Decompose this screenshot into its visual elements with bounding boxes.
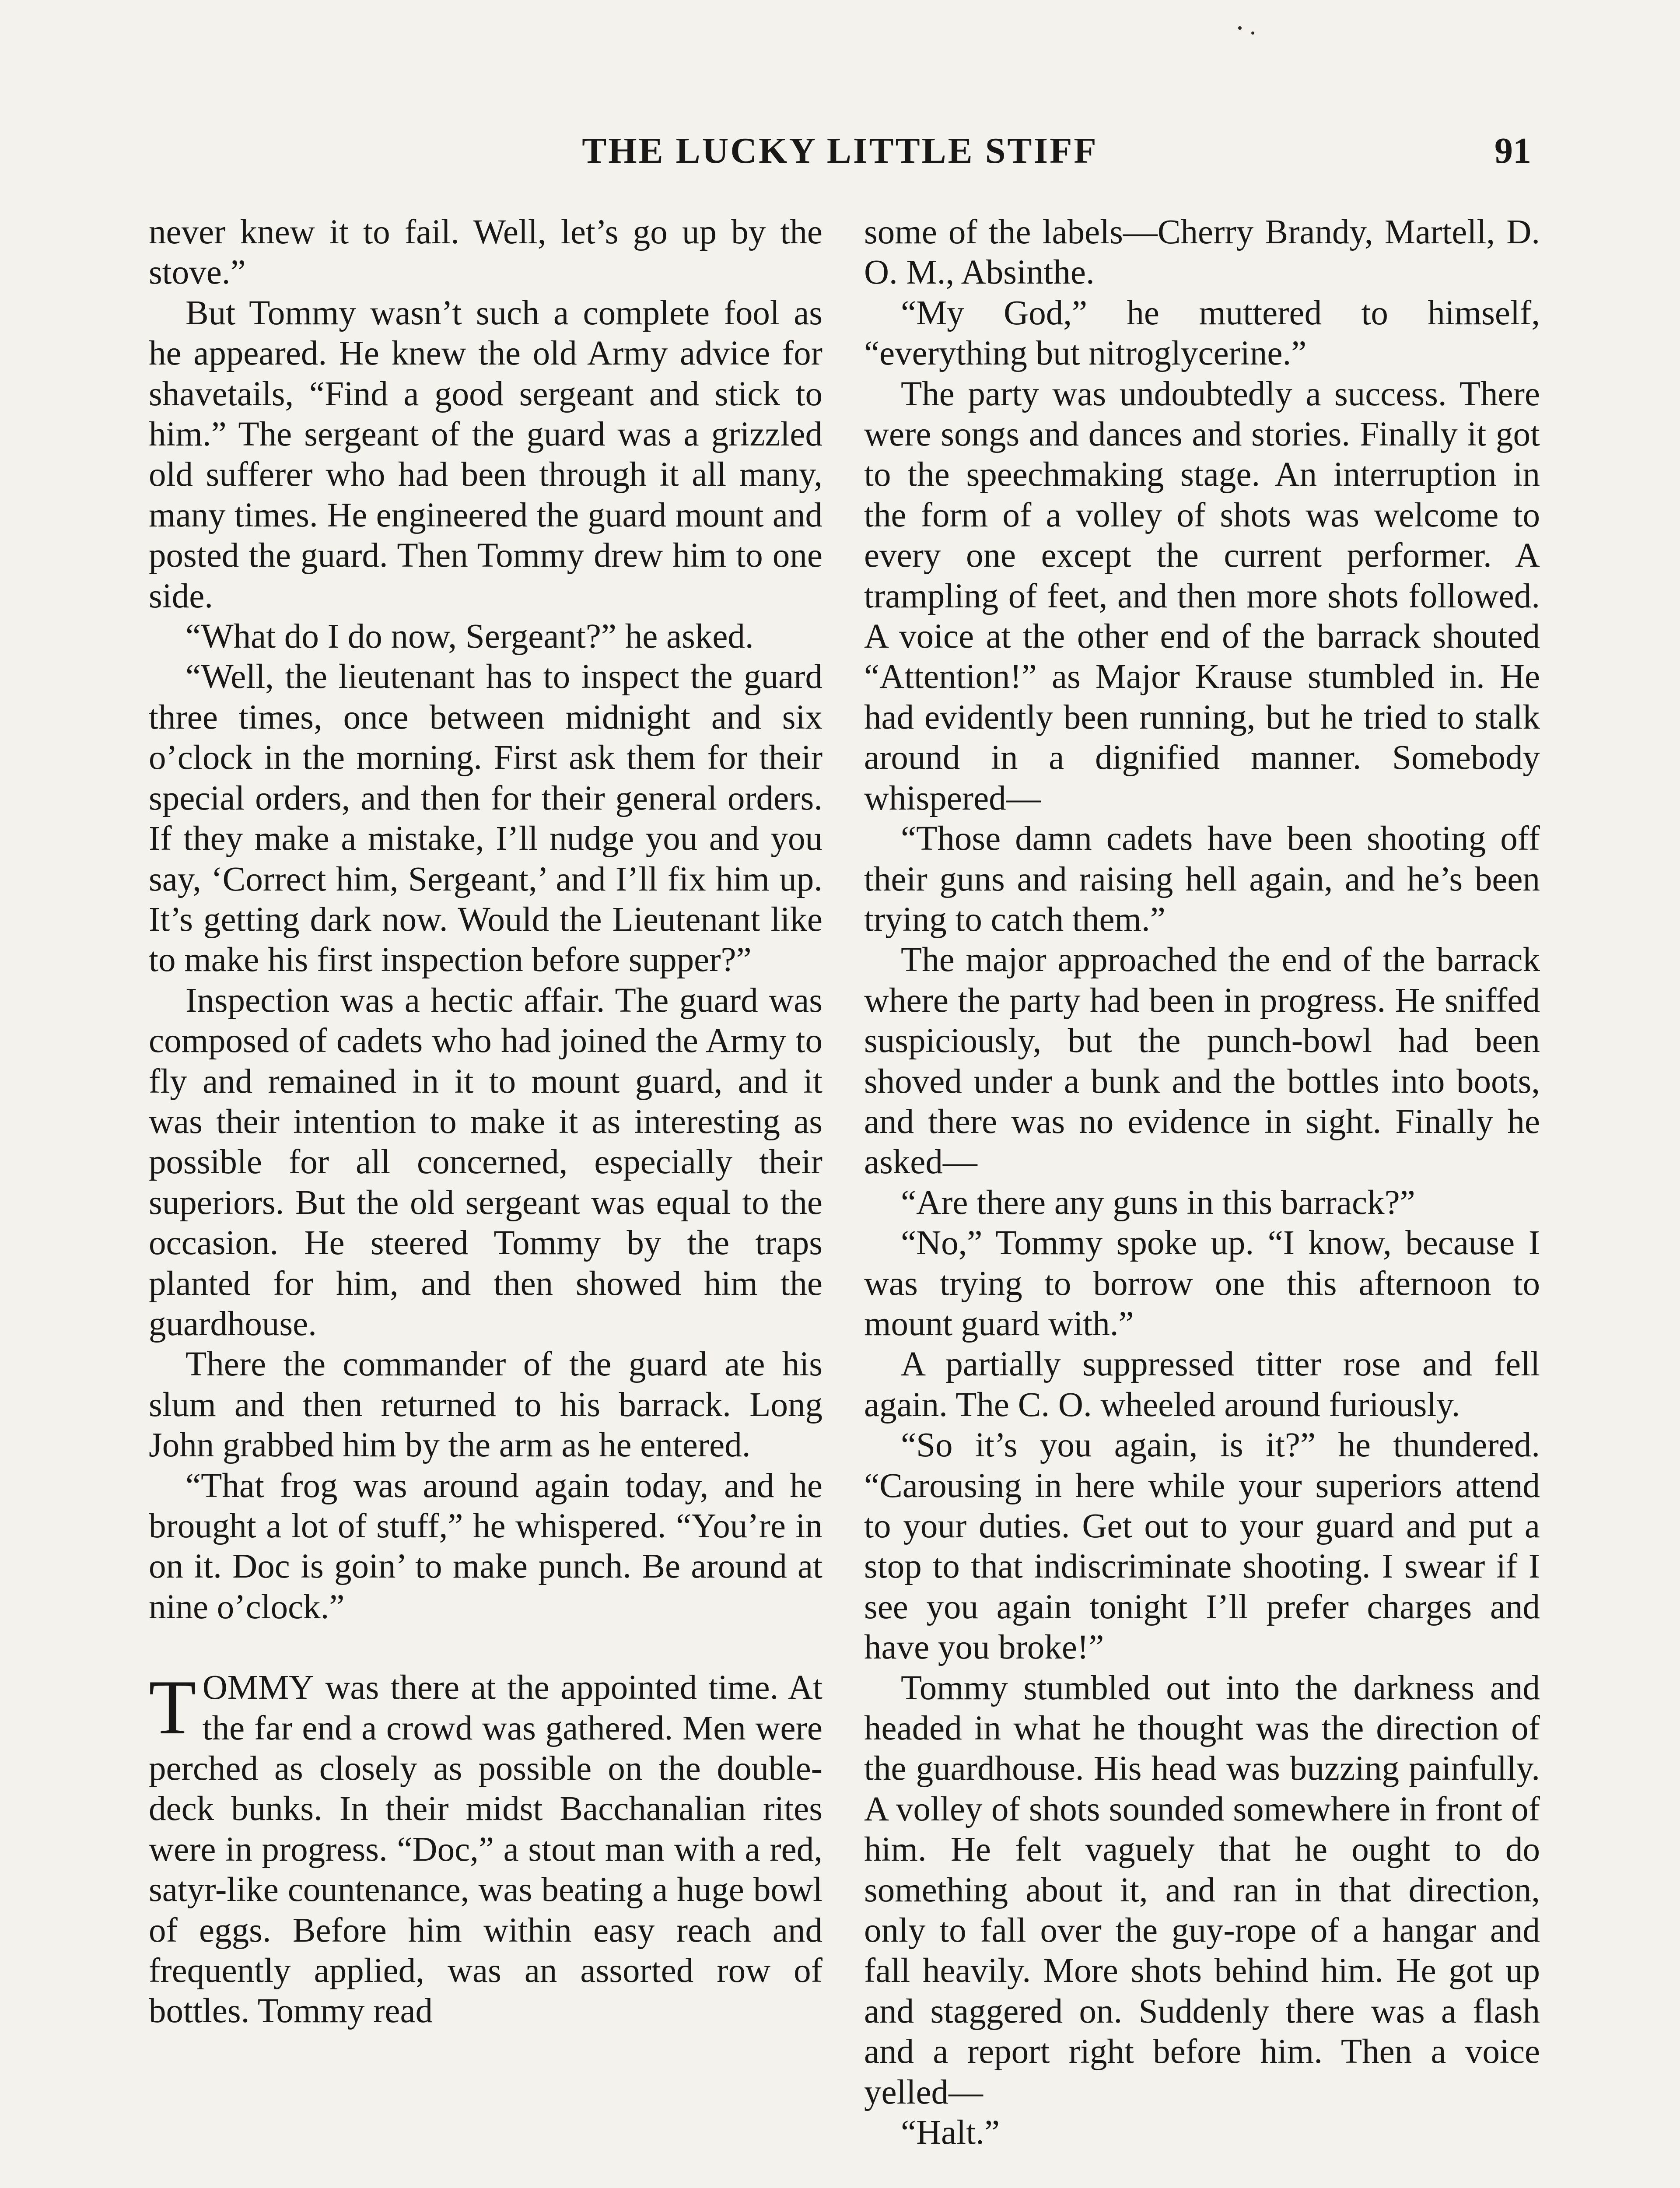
paragraph: “No,” Tommy spoke up. “I know, because I was trying to borrow one this afternoon to mount guard with.” bbox=[864, 1224, 1540, 1343]
small-caps-lead: OMMY bbox=[202, 1669, 314, 1707]
paragraph: There the commander of the guard ate his slum and then returned to his barrack. Long John grabbed him by the arm as he entered. bbox=[149, 1345, 822, 1465]
paragraph: “Are there any guns in this barrack?” bbox=[901, 1183, 1415, 1222]
paragraph: never knew it to fail. Well, let’s go up by the stove.” bbox=[149, 213, 822, 292]
print-speck bbox=[1238, 26, 1242, 30]
paragraph: The major approached the end of the barrack where the party had been in progress. He sniffed suspiciously, but the punch-bowl had been shoved under a bunk and the bottles into boots, and there was no evidence in sight. Finally he asked— bbox=[864, 941, 1540, 1182]
paragraph: But Tommy wasn’t such a complete fool as he appeared. He knew the old Army advice for shavetails, “Find a good sergeant and stick to him.” The sergeant of the guard was a grizzled old sufferer who had been through it all many, many times. He engineered the guard mount and posted the guard. Then Tommy drew him to one side. bbox=[149, 294, 822, 615]
page-number: 91 bbox=[1494, 130, 1531, 171]
running-head bbox=[149, 127, 1531, 175]
print-speck bbox=[1251, 32, 1254, 35]
paragraph: “My God,” he muttered to himself, “everything but nitroglycerine.” bbox=[864, 294, 1540, 373]
paragraph: Tommy stumbled out into the darkness and headed in what he thought was the direction of the guardhouse. His head was buzzing painfully. A volley of shots sounded somewhere in front of him. He felt vaguely that he ought to do something about it, and ran in that direction, only to fall over the guy-rope of a hangar and fall heavily. More shots behind him. He got up and staggered on. Suddenly there was a flash and a report right before him. Then a voice yelled— bbox=[864, 1669, 1540, 2111]
paragraph: “Well, the lieutenant has to inspect the guard three times, once between midnight and six o’clock in the morning. First ask them for their special orders, and then for their general orders. If they make a mistake, I’ll nudge you and you say, ‘Correct him, Sergeant,’ and I’ll fix him up. It’s getting dark now. Would the Lieutenant like to make his first inspection before supper?” bbox=[149, 658, 822, 979]
paragraph: “Halt.” bbox=[901, 2114, 1000, 2152]
drop-cap: T bbox=[149, 1664, 196, 1751]
paragraph: “Those damn cadets have been shooting off their guns and raising hell again, and he’s been trying to catch them.” bbox=[864, 820, 1540, 939]
paragraph: A partially suppressed titter rose and fell again. The C. O. wheeled around furiously. bbox=[864, 1345, 1540, 1424]
paragraph: “What do I do now, Sergeant?” he asked. bbox=[186, 617, 754, 656]
section-opening-paragraph bbox=[149, 1664, 822, 2032]
paragraph: some of the labels—Cherry Brandy, Martell, D. O. M., Absinthe. bbox=[864, 213, 1540, 292]
paragraph: The party was undoubtedly a success. There were songs and dances and stories. Finally it got to the speechmaking stage. An interruption in the form of a volley of shots was welcome to every one except the current performer. A trampling of feet, and then more shots followed. A voice at the other end of the barrack shouted “Attention!” as Major Krause stumbled in. He had evidently been running, but he tried to stalk around in a dignified manner. Somebody whispered— bbox=[864, 375, 1540, 817]
paragraph-text: was there at the appointed time. At the far end a crowd was gathered. Men were perched as closely as possible on the double-deck bunks. In their midst Bacchanalian rites were in progress. “Doc,” a stout man with a red, satyr-like countenance, was beating a huge bowl of eggs. Before him within easy reach and frequently applied, was an assorted row of bottles. Tommy read bbox=[149, 1669, 822, 2030]
paragraph: “So it’s you again, is it?” he thundered. “Carousing in here while your superiors attend to your duties. Get out to your guard and put a stop to that indiscriminate shooting. I swear if I see you again tonight I’ll prefer charges and have you broke!” bbox=[864, 1426, 1540, 1667]
left-column bbox=[149, 212, 822, 2032]
right-column bbox=[864, 212, 1540, 2153]
paragraph: Inspection was a hectic affair. The guard was composed of cadets who had joined the Army to fly and remained in it to mount guard, and it was their intention to make it as interesting as possible for all concerned, especially their superiors. But the old sergeant was equal to the occasion. He steered Tommy by the traps planted for him, and then showed him the guardhouse. bbox=[149, 981, 822, 1343]
running-title: THE LUCKY LITTLE STIFF bbox=[582, 130, 1098, 171]
paragraph: “That frog was around again today, and he brought a lot of stuff,” he whispered. “You’re in on it. Doc is goin’ to make punch. Be around at nine o’clock.” bbox=[149, 1466, 822, 1626]
